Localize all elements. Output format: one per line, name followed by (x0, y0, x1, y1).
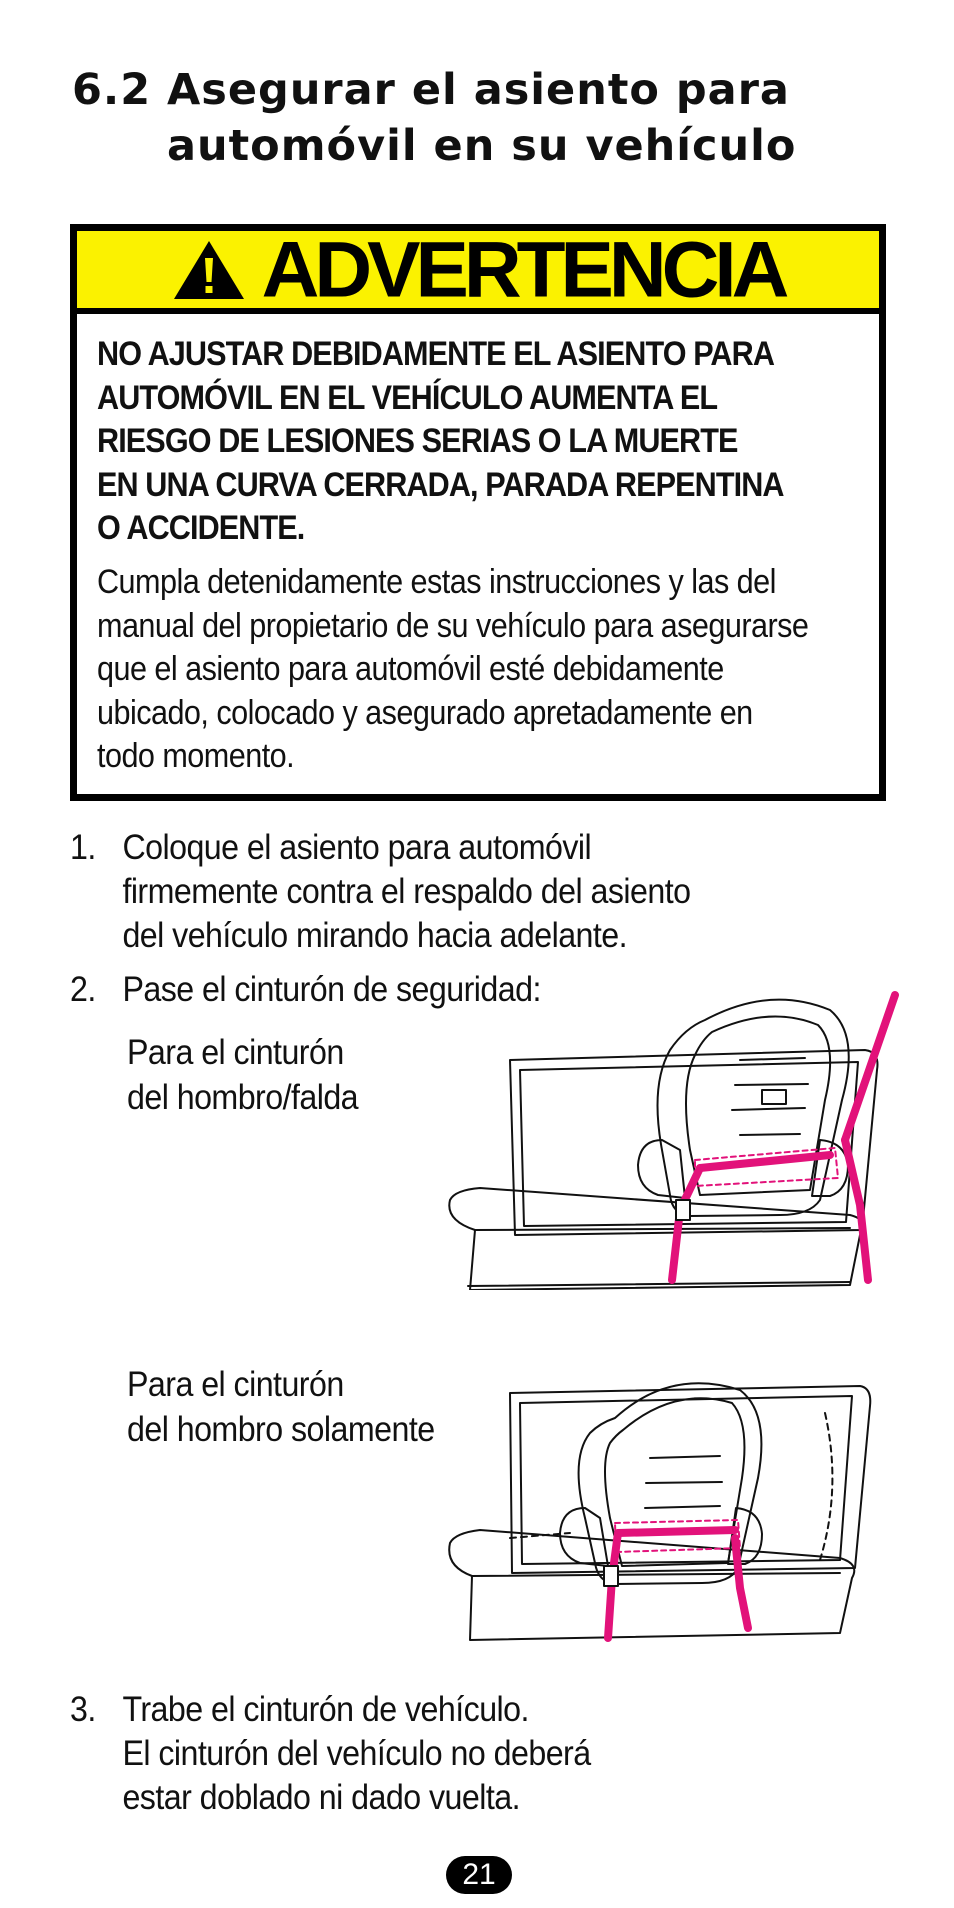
sub-item-shoulder-lap-label: Para el cinturón del hombro/falda (127, 1033, 359, 1117)
section-title-line2: automóvil en su vehículo (167, 121, 797, 171)
section-number: 6.2 (72, 65, 152, 115)
warning-box (70, 224, 886, 801)
step-text: Trabe el cinturón de vehículo. El cinturón del vehículo no deberá estar doblado ni dado vuelta. (122, 1690, 591, 1817)
step-number: 3. (70, 1690, 96, 1729)
warning-title: ADVERTENCIA (261, 225, 785, 313)
car-seat-shoulder-belt-illustration (440, 1378, 900, 1676)
warning-header (77, 225, 879, 314)
warning-triangle-icon (172, 238, 246, 302)
sub-item-shoulder-only-label: Para el cinturón del hombro solamente (127, 1365, 435, 1449)
car-seat-shoulder-lap-belt-illustration (440, 990, 900, 1290)
step-number: 1. (70, 828, 96, 867)
page-number-badge: 21 (446, 1856, 512, 1894)
section-heading (72, 62, 796, 174)
step-number: 2. (70, 970, 96, 1009)
step-text: Coloque el asiento para automóvil firmemente contra el respaldo del asiento del vehículo mirando hacia adelante. (122, 828, 691, 955)
warning-body-text: Cumpla detenidamente estas instrucciones y las del manual del propietario de su vehículo para asegurarse que el asiento para automóvil esté debidamente ubicado, colocado y asegurado apretadamente en todo momento. (97, 563, 809, 775)
warning-bold-text: NO AJUSTAR DEBIDAMENTE EL ASIENTO PARA AUTOMÓVIL EN EL VEHÍCULO AUMENTA EL RIESGO DE LESIONES SERIAS O LA MUERTE EN UNA CURVA CERRADA, PARADA REPENTINA O ACCIDENTE. (97, 335, 784, 547)
section-title-line1: Asegurar el asiento para (167, 65, 790, 115)
step-text: Pase el cinturón de seguridad: (122, 970, 541, 1009)
